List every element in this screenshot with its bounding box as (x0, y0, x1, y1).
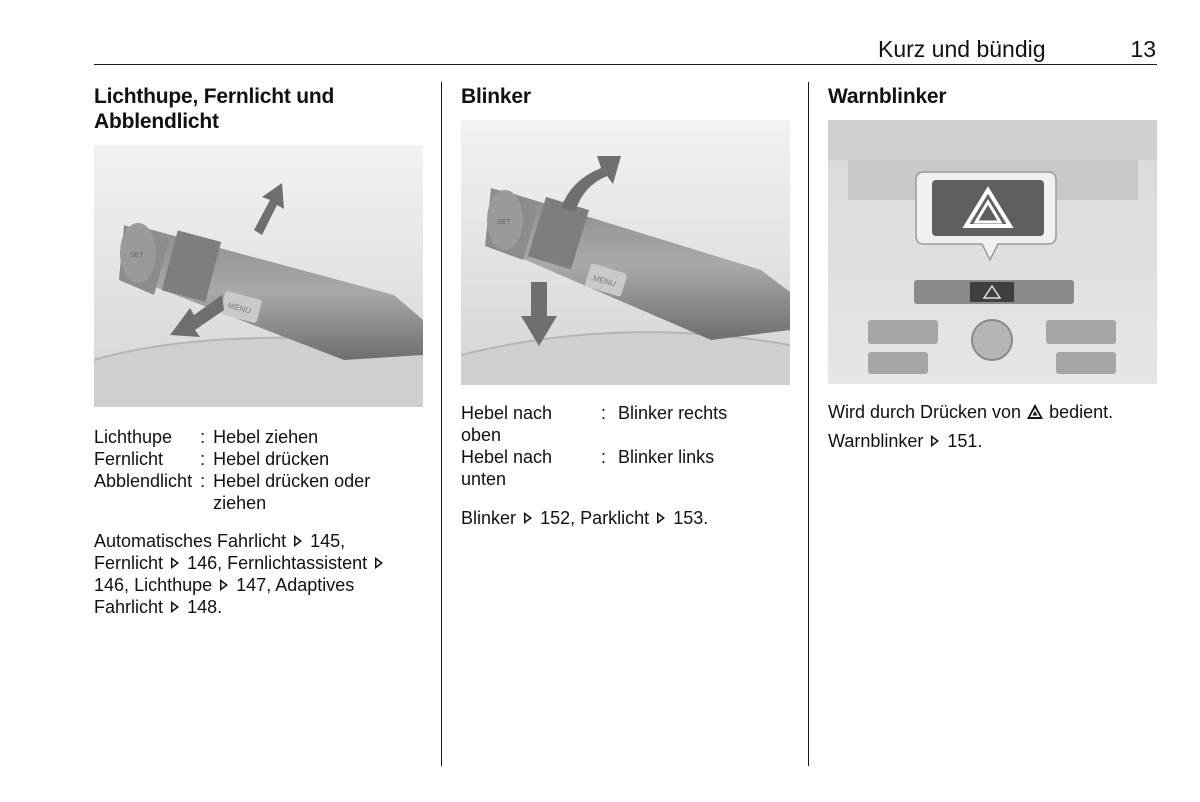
hazard-body: Wird durch Drücken von bedient. (828, 402, 1114, 422)
definition-term: Lichthupe (94, 427, 173, 447)
reference-arrow-icon (655, 511, 667, 525)
definition-row: Fernlicht : Hebel drücken (94, 448, 393, 470)
reference-arrow-icon (373, 556, 385, 570)
column-indicator (461, 84, 791, 109)
figure-hazard-button (828, 120, 1157, 384)
heading-hazard: Warnblinker (828, 85, 947, 108)
reference-arrow-icon (522, 511, 534, 525)
heading-lights: Lichthupe, Fernlicht und Abblendlicht (94, 85, 335, 133)
definition-term: Fernlicht (94, 449, 164, 469)
definition-row: Hebel nach oben : Blinker rechts (461, 402, 761, 446)
lever-end-label: SET (497, 219, 511, 226)
references-lights: Automatisches Fahrlicht 145, Fernlicht 146, Fernlichtassistent 146, Lichthupe 147, Adaptives Fahrlicht 148. (94, 530, 414, 618)
definitions-lights (94, 426, 393, 514)
definition-row: Hebel nach unten : Blinker links (461, 446, 761, 490)
reference-arrow-icon (292, 534, 304, 548)
definition-row: Abblendlicht : Hebel drücken oder ziehen (94, 470, 393, 514)
figure-indicator-lever (461, 120, 790, 385)
header-divider (94, 64, 1157, 65)
definition-desc: Hebel drücken oder ziehen (213, 471, 371, 513)
definition-desc: Hebel ziehen (213, 427, 319, 447)
heading-indicator: Blinker (461, 85, 531, 108)
reference-arrow-icon (169, 600, 181, 614)
section-title: Kurz und bündig (878, 36, 1046, 62)
column-divider-2 (808, 82, 809, 766)
definition-term: Abblendlicht (94, 471, 193, 491)
figure-light-lever (94, 145, 423, 407)
definition-row: Lichthupe : Hebel ziehen (94, 426, 393, 448)
definition-desc: Blinker links (618, 447, 715, 467)
column-divider-1 (441, 82, 442, 766)
definition-term: Hebel nach unten (461, 447, 553, 489)
page-number: 13 (1130, 36, 1156, 62)
lever-menu-label: MENU (226, 300, 252, 316)
column-lights (94, 84, 424, 134)
hazard-warning-icon (1026, 403, 1044, 420)
definitions-indicator (461, 402, 761, 490)
definition-term: Hebel nach oben (461, 403, 553, 445)
reference-arrow-icon (169, 556, 181, 570)
references-indicator: Blinker 152, Parklicht 153. (461, 508, 709, 528)
reference-arrow-icon (218, 578, 230, 592)
definition-desc: Blinker rechts (618, 403, 728, 423)
definition-desc: Hebel drücken (213, 449, 330, 469)
lever-menu-label: MENU (591, 273, 617, 289)
lever-end-label: SET (130, 252, 144, 259)
references-hazard: Warnblinker 151. (828, 431, 983, 451)
column-hazard (828, 84, 1158, 109)
reference-arrow-icon (929, 434, 941, 448)
